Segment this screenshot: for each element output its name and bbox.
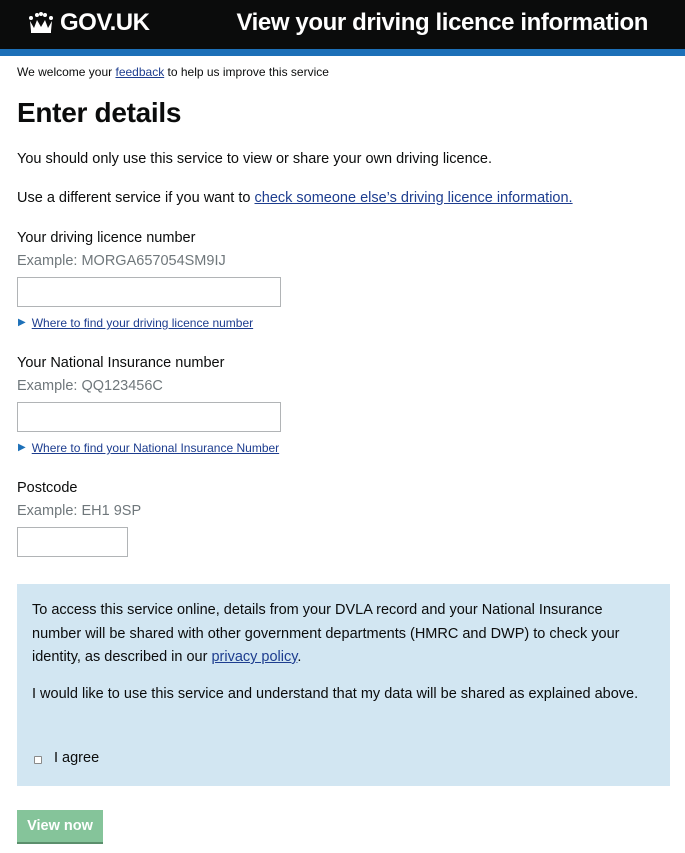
understand-statement: I would like to use this service and understand that my data will be shared as explained above. [32,686,639,702]
licence-help-toggle[interactable] [18,316,253,330]
other-service-paragraph [17,189,573,207]
other-service-link[interactable]: check someone else’s driving licence information. [254,190,573,206]
licence-help-link[interactable]: Where to find your driving licence number [31,316,254,330]
agree-checkbox-label[interactable]: I agree [54,750,100,766]
service-name[interactable]: View your driving licence information [236,9,648,36]
postcode-hint: Example: EH1 9SP [17,503,142,519]
feedback-link[interactable]: feedback [115,65,165,79]
ni-number-label: Your National Insurance number [17,355,225,371]
triangle-right-icon: ▶ [18,442,26,453]
licence-number-label: Your driving licence number [17,230,196,246]
postcode-input[interactable] [17,527,128,557]
header-accent-bar [0,49,685,56]
postcode-label: Postcode [17,480,78,496]
feedback-prefix: We welcome your [17,65,116,79]
ni-number-hint: Example: QQ123456C [17,378,163,394]
agree-checkbox[interactable] [34,756,42,764]
logo-text: GOV.UK [60,9,150,36]
licence-number-input[interactable] [17,277,281,307]
feedback-banner [17,65,329,79]
site-header [0,0,685,49]
ni-help-link[interactable]: Where to find your National Insurance Number [31,441,280,455]
licence-number-hint: Example: MORGA657054SM9IJ [17,253,226,269]
consent-panel [17,584,670,786]
view-now-button[interactable]: View now [17,810,103,842]
ni-help-toggle[interactable] [18,441,279,455]
privacy-policy-link[interactable]: privacy policy [211,649,298,665]
govuk-logo[interactable] [27,9,149,37]
page-title: Enter details [17,97,182,128]
feedback-suffix: to help us improve this service [164,65,329,79]
crown-icon [27,12,55,34]
data-sharing-text: To access this service online, details from your DVLA record and your National Insurance number will be shared with other government departments (HMRC and DWP) to check your identity, as described in our [32,602,620,665]
data-sharing-notice [32,599,652,670]
triangle-right-icon: ▶ [18,317,26,328]
ni-number-input[interactable] [17,402,281,432]
intro-paragraph: You should only use this service to view or share your own driving licence. [17,151,492,167]
data-sharing-suffix: . [297,649,302,665]
other-service-prefix: Use a different service if you want to [17,190,255,206]
